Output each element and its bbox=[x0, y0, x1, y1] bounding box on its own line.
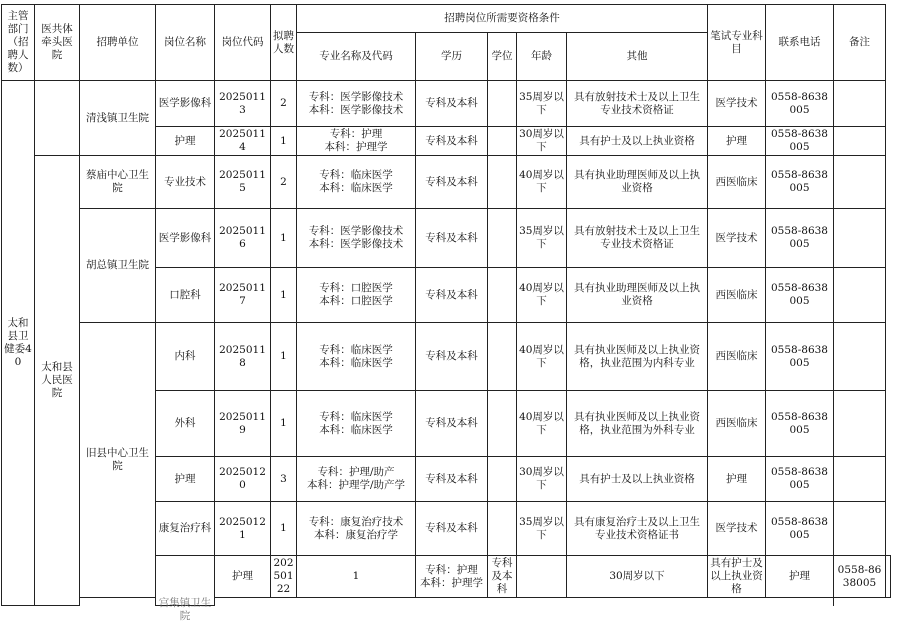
edu-cell: 专科及本科 bbox=[488, 556, 517, 598]
unit-cell: 胡总镇卫生院 bbox=[80, 209, 156, 323]
remark-cell bbox=[834, 81, 886, 127]
other-cell: 具有放射技术士及以上卫生专业技术资格证 bbox=[567, 209, 708, 268]
header-dept: 主管部门（招聘人数） bbox=[2, 5, 35, 81]
phone-cell: 0558-8638005 bbox=[766, 323, 834, 391]
degree-cell bbox=[488, 81, 517, 127]
major-cell: 专科：临床医学 本科：临床医学 bbox=[297, 391, 416, 457]
count-cell: 2 bbox=[271, 81, 297, 127]
remark-cell bbox=[834, 502, 886, 556]
edu-cell: 专科及本科 bbox=[416, 502, 488, 556]
age-cell: 30周岁以下 bbox=[567, 556, 708, 598]
unit-cell: 旧县中心卫生院 bbox=[80, 323, 156, 598]
major-cell: 专科：临床医学 本科：临床医学 bbox=[297, 323, 416, 391]
remark-cell bbox=[834, 391, 886, 457]
other-cell: 具有护士及以上执业资格 bbox=[567, 457, 708, 502]
age-cell: 30周岁以下 bbox=[517, 127, 567, 156]
other-cell: 具有康复治疗士及以上卫生专业技术资格证书 bbox=[567, 502, 708, 556]
table-row bbox=[2, 156, 891, 209]
header-post-code: 岗位代码 bbox=[215, 5, 271, 81]
age-cell: 30周岁以下 bbox=[517, 457, 567, 502]
post-code-cell: 20250118 bbox=[215, 323, 271, 391]
exam-cell: 护理 bbox=[766, 556, 834, 598]
remark-cell bbox=[834, 156, 886, 209]
count-cell: 1 bbox=[271, 391, 297, 457]
degree-cell bbox=[488, 502, 517, 556]
degree-cell bbox=[488, 209, 517, 268]
post-code-cell: 20250122 bbox=[271, 556, 297, 598]
table-row bbox=[2, 323, 891, 391]
edu-cell: 专科及本科 bbox=[416, 156, 488, 209]
phone-cell: 0558-8638005 bbox=[766, 391, 834, 457]
other-cell: 具有执业助理医师及以上执业资格 bbox=[567, 268, 708, 323]
post-code-cell: 20250120 bbox=[215, 457, 271, 502]
hospital-cell: 太和县人民医院 bbox=[35, 156, 80, 606]
post-name-cell: 口腔科 bbox=[156, 268, 215, 323]
age-cell: 40周岁以下 bbox=[517, 323, 567, 391]
major-cell: 专科：临床医学 本科：临床医学 bbox=[297, 156, 416, 209]
dept-cell: 太和县卫健委40 bbox=[2, 81, 35, 606]
major-cell: 专科：护理 本科：护理学 bbox=[416, 556, 488, 598]
count-cell: 3 bbox=[271, 457, 297, 502]
degree-cell bbox=[517, 556, 567, 598]
post-name-cell: 专业技术 bbox=[156, 156, 215, 209]
remark-cell bbox=[834, 127, 886, 156]
post-code-cell: 20250119 bbox=[215, 391, 271, 457]
post-code-cell: 20250115 bbox=[215, 156, 271, 209]
header-hospital: 医共体牵头医院 bbox=[35, 5, 80, 81]
degree-cell bbox=[488, 156, 517, 209]
exam-cell: 护理 bbox=[708, 127, 766, 156]
other-cell: 具有放射技术士及以上卫生专业技术资格证 bbox=[567, 81, 708, 127]
count-cell: 1 bbox=[297, 556, 416, 598]
exam-cell: 西医临床 bbox=[708, 323, 766, 391]
edu-cell: 专科及本科 bbox=[416, 127, 488, 156]
unit-cell: 蔡庙中心卫生院 bbox=[80, 156, 156, 209]
edu-cell: 专科及本科 bbox=[416, 457, 488, 502]
other-cell: 具有执业医师及以上执业资格，执业范围为外科专业 bbox=[567, 391, 708, 457]
degree-cell bbox=[488, 127, 517, 156]
header-count: 拟聘人数 bbox=[271, 5, 297, 81]
age-cell: 40周岁以下 bbox=[517, 391, 567, 457]
degree-cell bbox=[488, 268, 517, 323]
count-cell: 1 bbox=[271, 268, 297, 323]
other-cell: 具有护士及以上执业资格 bbox=[708, 556, 766, 598]
major-cell: 专科：医学影像技术 本科：医学影像技术 bbox=[297, 81, 416, 127]
count-cell: 2 bbox=[271, 156, 297, 209]
other-cell: 具有执业医师及以上执业资格，执业范围为内科专业 bbox=[567, 323, 708, 391]
phone-cell: 0558-8638005 bbox=[766, 156, 834, 209]
phone-cell: 0558-8638005 bbox=[766, 502, 834, 556]
major-cell: 专科：医学影像技术 本科：医学影像技术 bbox=[297, 209, 416, 268]
remark-cell bbox=[834, 209, 886, 268]
post-code-cell: 20250121 bbox=[215, 502, 271, 556]
remark-cell bbox=[834, 268, 886, 323]
edu-cell: 专科及本科 bbox=[416, 391, 488, 457]
remark-cell bbox=[834, 457, 886, 502]
phone-cell: 0558-8638005 bbox=[834, 556, 886, 598]
count-cell: 1 bbox=[271, 209, 297, 268]
degree-cell bbox=[488, 391, 517, 457]
table-row bbox=[2, 209, 891, 268]
exam-cell: 西医临床 bbox=[708, 391, 766, 457]
major-cell: 专科：口腔医学 本科：口腔医学 bbox=[297, 268, 416, 323]
remark-cell bbox=[886, 556, 891, 598]
age-cell: 35周岁以下 bbox=[517, 209, 567, 268]
post-name-cell: 内科 bbox=[156, 323, 215, 391]
count-cell: 1 bbox=[271, 502, 297, 556]
table-row-cutoff bbox=[2, 598, 891, 606]
unit-cell: 宫集镇卫生院 bbox=[156, 556, 215, 606]
count-cell: 1 bbox=[271, 323, 297, 391]
phone-cell: 0558-8638005 bbox=[766, 457, 834, 502]
header-degree: 学位 bbox=[488, 33, 517, 81]
major-cell: 专科：护理/助产 本科：护理学/助产学 bbox=[297, 457, 416, 502]
phone-cell: 0558-8638005 bbox=[766, 268, 834, 323]
edu-cell: 专科及本科 bbox=[416, 209, 488, 268]
post-name-cell: 护理 bbox=[156, 127, 215, 156]
phone-cell: 0558-8638005 bbox=[766, 127, 834, 156]
post-code-cell: 20250113 bbox=[215, 81, 271, 127]
edu-cell: 专科及本科 bbox=[416, 268, 488, 323]
exam-cell: 西医临床 bbox=[708, 156, 766, 209]
header-remark: 备注 bbox=[834, 5, 886, 81]
age-cell: 40周岁以下 bbox=[517, 268, 567, 323]
exam-cell: 医学技术 bbox=[708, 81, 766, 127]
age-cell: 35周岁以下 bbox=[517, 502, 567, 556]
unit-cell: 清浅镇卫生院 bbox=[80, 81, 156, 156]
header-phone: 联系电话 bbox=[766, 5, 834, 81]
header-other: 其他 bbox=[567, 33, 708, 81]
header-age: 年龄 bbox=[517, 33, 567, 81]
edu-cell: 专科及本科 bbox=[416, 81, 488, 127]
post-name-cell: 护理 bbox=[156, 457, 215, 502]
phone-cell: 0558-8638005 bbox=[766, 209, 834, 268]
remark-cell bbox=[834, 323, 886, 391]
count-cell: 1 bbox=[271, 127, 297, 156]
degree-cell bbox=[488, 457, 517, 502]
header-major: 专业名称及代码 bbox=[297, 33, 416, 81]
other-cell: 具有执业助理医师及以上执业资格 bbox=[567, 156, 708, 209]
header-edu: 学历 bbox=[416, 33, 488, 81]
post-name-cell: 护理 bbox=[215, 556, 271, 598]
age-cell: 40周岁以下 bbox=[517, 156, 567, 209]
age-cell: 35周岁以下 bbox=[517, 81, 567, 127]
header-unit: 招聘单位 bbox=[80, 5, 156, 81]
post-name-cell: 外科 bbox=[156, 391, 215, 457]
post-code-cell: 20250114 bbox=[215, 127, 271, 156]
phone-cell: 0558-8638005 bbox=[766, 81, 834, 127]
other-cell: 具有护士及以上执业资格 bbox=[567, 127, 708, 156]
post-name-cell: 医学影像科 bbox=[156, 209, 215, 268]
exam-cell: 医学技术 bbox=[708, 502, 766, 556]
post-code-cell: 20250117 bbox=[215, 268, 271, 323]
table-row bbox=[2, 81, 891, 127]
hospital-cell-empty bbox=[35, 81, 80, 156]
degree-cell bbox=[488, 323, 517, 391]
edu-cell: 专科及本科 bbox=[416, 323, 488, 391]
post-name-cell: 康复治疗科 bbox=[156, 502, 215, 556]
header-conditions: 招聘岗位所需要资格条件 bbox=[297, 5, 708, 33]
exam-cell: 护理 bbox=[708, 457, 766, 502]
recruitment-table bbox=[1, 4, 891, 622]
header-post-name: 岗位名称 bbox=[156, 5, 215, 81]
post-name-cell: 医学影像科 bbox=[156, 81, 215, 127]
major-cell: 专科：康复治疗技术 本科：康复治疗学 bbox=[297, 502, 416, 556]
post-code-cell: 20250116 bbox=[215, 209, 271, 268]
header-exam: 笔试专业科目 bbox=[708, 5, 766, 81]
exam-cell: 西医临床 bbox=[708, 268, 766, 323]
exam-cell: 医学技术 bbox=[708, 209, 766, 268]
major-cell: 专科：护理 本科：护理学 bbox=[297, 127, 416, 156]
